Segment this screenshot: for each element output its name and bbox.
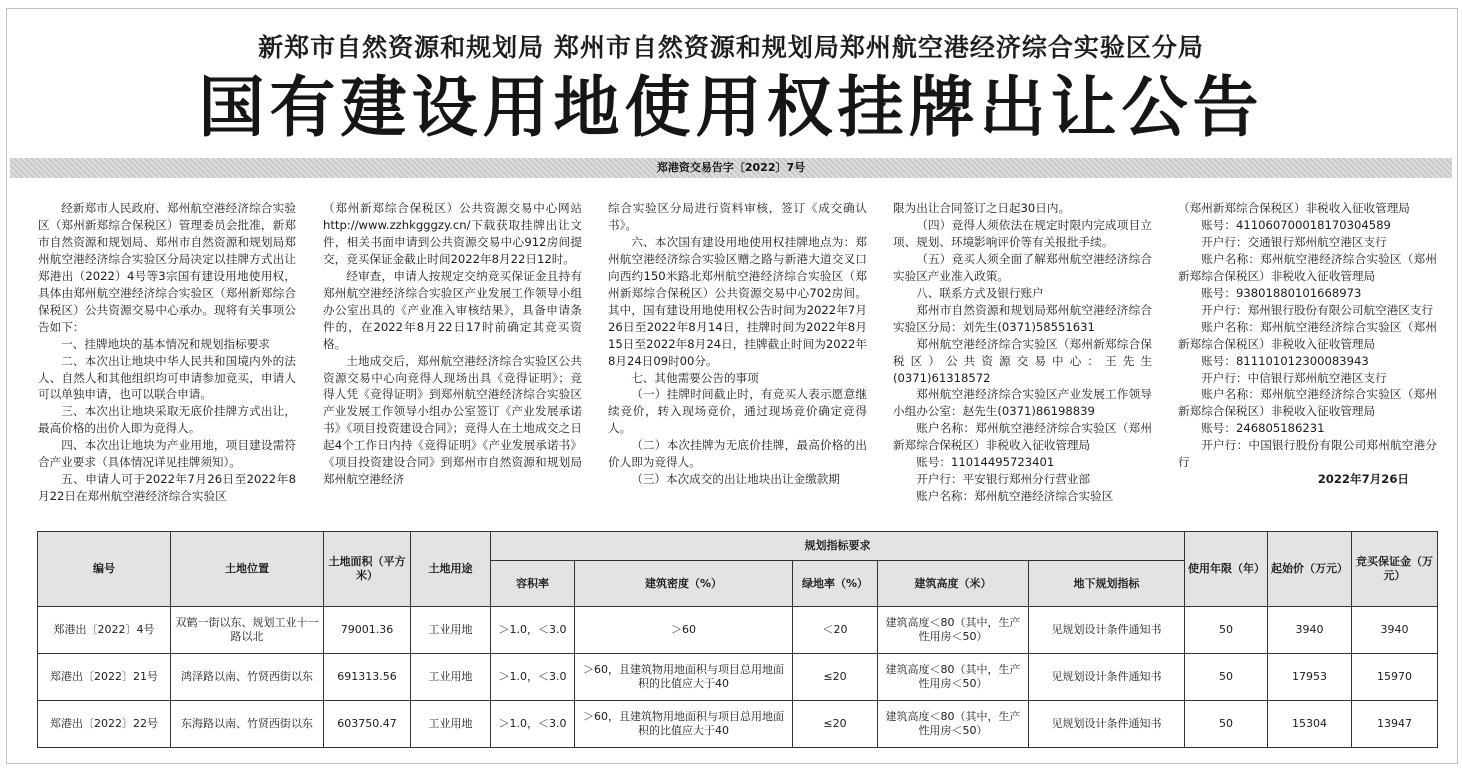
bank-branch: 开户行：中国银行股份有限公司郑州航空港分行	[1178, 438, 1437, 470]
header-start-price: 起始价（万元）	[1268, 532, 1352, 607]
bank-account-name: 账户名称：郑州航空港经济综合实验区（郑州新郑综合保税区）非税收入征收管理局	[1178, 251, 1437, 283]
announcement-date: 2022年7月26日	[1317, 472, 1409, 487]
header-underground: 地下规划指标	[1029, 561, 1185, 607]
bank-account-name: 账户名称：郑州航空港经济综合实验区（郑州新郑综合保税区）非税收入征收管理局	[1178, 319, 1437, 351]
cell-number: 郑港出〔2022〕22号	[38, 701, 171, 748]
page-title: 国有建设用地使用权挂牌出让公告	[198, 69, 1264, 146]
cell-underground: 见规划设计条件通知书	[1029, 654, 1185, 701]
cell-deposit: 15970	[1352, 654, 1438, 701]
cell-use: 工业用地	[411, 607, 491, 654]
header-plot-ratio: 容积率	[491, 561, 575, 607]
header-height: 建筑高度（米）	[878, 561, 1029, 607]
cell-location: 鸿泽路以南、竹贤西街以东	[171, 654, 324, 701]
contact-line: 郑州航空港经济综合实验区产业发展工作领导小组办公室：赵先生(0371)86198839	[893, 387, 1152, 419]
paragraph: 三、本次出让地块采取无底价挂牌方式出让，最高价格的出价人即为竞得人。	[38, 404, 296, 436]
paragraph: （三）本次成交的出让地块出让金缴款期	[631, 472, 840, 487]
paragraph: 二、本次出让地块中华人民共和国境内外的法人、自然人和其他组织均可申请参加竞买，申请人可以单独申请，也可以联合申请。	[38, 353, 296, 402]
land-parcel-table	[37, 531, 1438, 748]
cell-green: ＜20	[793, 607, 878, 654]
cell-years: 50	[1185, 701, 1268, 748]
paragraph: （四）竞得人须依法在规定时限内完成项目立项、规划、环境影响评价等有关报批手续。	[893, 217, 1152, 249]
cell-number: 郑港出〔2022〕21号	[38, 654, 171, 701]
header-deposit: 竞买保证金（万元）	[1352, 532, 1438, 607]
paragraph: 五、申请人可于2022年7月26日至2022年8月22日在郑州航空港经济综合实验区	[38, 472, 296, 504]
cell-area: 691313.56	[324, 654, 411, 701]
contact-line: 郑州航空港经济综合实验区（郑州新郑综合保税区）公共资源交易中心：王先生(0371)61318572	[893, 336, 1152, 385]
bank-branch: 开户行：郑州银行股份有限公司航空港区支行	[1201, 302, 1434, 317]
bank-account-name: 账户名称：郑州航空港经济综合实验区（郑州新郑综合保税区）非税收入征收管理局	[1178, 387, 1437, 419]
paragraph: （一）挂牌时间截止时，有竞买人表示愿意继续竞价，转入现场竞价，通过现场竞价确定竞得人。	[608, 387, 867, 436]
cell-number: 郑港出〔2022〕4号	[38, 607, 171, 654]
paragraph: 限为出让合同签订之日起30日内。	[893, 201, 1071, 215]
section-heading: 八、联系方式及银行账户	[916, 285, 1044, 300]
paragraph: 综合实验区分局进行资料审核，签订《成交确认书》。	[608, 201, 867, 232]
bank-account-name: 账户名称：郑州航空港经济综合实验区（郑州新郑综合保税区）非税收入征收管理局	[893, 421, 1152, 453]
text-column-3	[608, 200, 867, 488]
contact-line: 郑州市自然资源和规划局郑州航空港经济综合实验区分局：刘先生(0371)58551631	[893, 302, 1152, 334]
bank-branch: 开户行：中信银行郑州航空港区支行	[1201, 370, 1387, 385]
cell-years: 50	[1185, 654, 1268, 701]
paragraph: 土地成交后，郑州航空港经济综合实验区公共资源交易中心向竞得人现场出具《竞得证明》；竞得人凭《竞得证明》到郑州航空港经济综合实验区产业发展工作领导小组办公室签订《产业发展承诺书》《项目投资建设合同》；竞得人在土地成交之日起4个工作日内持《竞得证明》《产业发展承诺书》《项目投资建设合同》到郑州市自然资源和规划局郑州航空港经济	[323, 353, 582, 487]
paragraph: （郑州新郑综合保税区）非税收入征收管理局	[1178, 201, 1410, 215]
paragraph: （二）本次挂牌为无底价挂牌，最高价格的出价人即为竞得人。	[608, 438, 867, 470]
cell-density: ＞60，且建筑物用地面积与项目总用地面积的比值应大于40	[575, 701, 793, 748]
cell-plot-ratio: ＞1.0，＜3.0	[491, 701, 575, 748]
text-column-5	[1178, 200, 1437, 488]
bank-account-number: 账号：411060700018170304589	[1201, 217, 1391, 232]
bank-branch: 开户行：平安银行郑州分行营业部	[916, 472, 1091, 487]
table-row	[38, 607, 1438, 654]
paragraph: 七、其他需要公告的事项	[631, 370, 759, 385]
cell-green: ≤20	[793, 654, 878, 701]
text-column-2	[323, 200, 582, 488]
bank-account-number: 账号：246805186231	[1201, 421, 1325, 436]
bank-branch: 开户行：交通银行郑州航空港区支行	[1201, 234, 1387, 249]
bank-account-number: 账号：93801880101668973	[1201, 285, 1362, 300]
cell-density: ＞60	[575, 607, 793, 654]
cell-area: 603750.47	[324, 701, 411, 748]
cell-plot-ratio: ＞1.0，＜3.0	[491, 654, 575, 701]
header-green: 绿地率（%）	[793, 561, 878, 607]
paragraph: 经审查，申请人按规定交纳竞买保证金且持有郑州航空港经济综合实验区产业发展工作领导小组办公室出具的《产业准入审核结果》，具备申请条件的，在2022年8月22日17时前确定其竞买资格。	[323, 268, 582, 351]
bank-account-name: 账户名称：郑州航空港经济综合实验区	[916, 489, 1114, 504]
paragraph: （郑州新郑综合保税区）公共资源交易中心网站 http://www.zzhkgggzy.cn/下载获取挂牌出让文件，相关书面申请到公共资源交易中心912房间提交，竞买保证金截止时间2022年8月22日12时。	[323, 201, 582, 266]
paragraph: （五）竞买人须全面了解郑州航空港经济综合实验区产业准入政策。	[893, 251, 1152, 283]
cell-plot-ratio: ＞1.0，＜3.0	[491, 607, 575, 654]
cell-start-price: 15304	[1268, 701, 1352, 748]
cell-height: 建筑高度＜80（其中，生产性用房＜50）	[878, 607, 1029, 654]
table-row	[38, 654, 1438, 701]
header-use: 土地用途	[411, 532, 491, 607]
issuing-organizations: 新郑市自然资源和规划局 郑州市自然资源和规划局郑州航空港经济综合实验区分局	[258, 33, 1204, 62]
cell-area: 79001.36	[324, 607, 411, 654]
cell-green: ≤20	[793, 701, 878, 748]
text-column-4	[893, 200, 1152, 505]
paragraph: 经新郑市人民政府、郑州航空港经济综合实验区（郑州新郑综合保税区）管理委员会批准，新郑市自然资源和规划局、郑州市自然资源和规划局郑州航空港经济综合实验区分局决定以挂牌方式出让郑港出（2022）4号等3宗国有建设用地使用权，具体由郑州航空港经济综合实验区（郑州新郑综合保税区）公共资源交易中心承办。现将有关事项公告如下：	[38, 201, 296, 334]
table-row	[38, 701, 1438, 748]
bank-account-number: 账号：811101012300083943	[1201, 353, 1369, 368]
text-column-1	[38, 200, 296, 505]
cell-start-price: 3940	[1268, 607, 1352, 654]
bank-account-number: 账号：11014495723401	[916, 455, 1055, 470]
header-location: 土地位置	[171, 532, 324, 607]
cell-years: 50	[1185, 607, 1268, 654]
header-years: 使用年限（年）	[1185, 532, 1268, 607]
header-planning: 规划指标要求	[491, 532, 1185, 561]
cell-density: ＞60，且建筑物用地面积与项目总用地面积的比值应大于40	[575, 654, 793, 701]
paragraph: 六、本次国有建设用地使用权挂牌地点为：郑州航空港经济综合实验区赠之路与新港大道交叉口向西约150米路北郑州航空港经济综合实验区（郑州新郑综合保税区）公共资源交易中心702房间。其中，国有建设用地使用权公告时间为2022年7月26日至2022年8月14日，挂牌时间为2022年8月15日至2022年8月24日，挂牌截止时间为2022年8月24日09时00分。	[608, 234, 867, 368]
header-area: 土地面积（平方米）	[324, 532, 411, 607]
header-density: 建筑密度（%）	[575, 561, 793, 607]
document-number-bar	[10, 158, 1452, 178]
cell-deposit: 3940	[1352, 607, 1438, 654]
cell-underground: 见规划设计条件通知书	[1029, 701, 1185, 748]
header-number: 编号	[38, 532, 171, 607]
cell-height: 建筑高度＜80（其中，生产性用房＜50）	[878, 701, 1029, 748]
paragraph: 四、本次出让地块为产业用地，项目建设需符合产业要求（具体情况详见挂牌须知）。	[38, 438, 296, 470]
cell-underground: 见规划设计条件通知书	[1029, 607, 1185, 654]
paragraph: 一、挂牌地块的基本情况和规划指标要求	[61, 336, 270, 351]
document-number: 郑港资交易告字〔2022〕7号	[656, 161, 806, 174]
cell-use: 工业用地	[411, 654, 491, 701]
cell-location: 双鹤一街以东、规划工业十一路以北	[171, 607, 324, 654]
cell-location: 东海路以南、竹贤西街以东	[171, 701, 324, 748]
cell-start-price: 17953	[1268, 654, 1352, 701]
cell-deposit: 13947	[1352, 701, 1438, 748]
cell-height: 建筑高度＜80（其中，生产性用房＜50）	[878, 654, 1029, 701]
cell-use: 工业用地	[411, 701, 491, 748]
